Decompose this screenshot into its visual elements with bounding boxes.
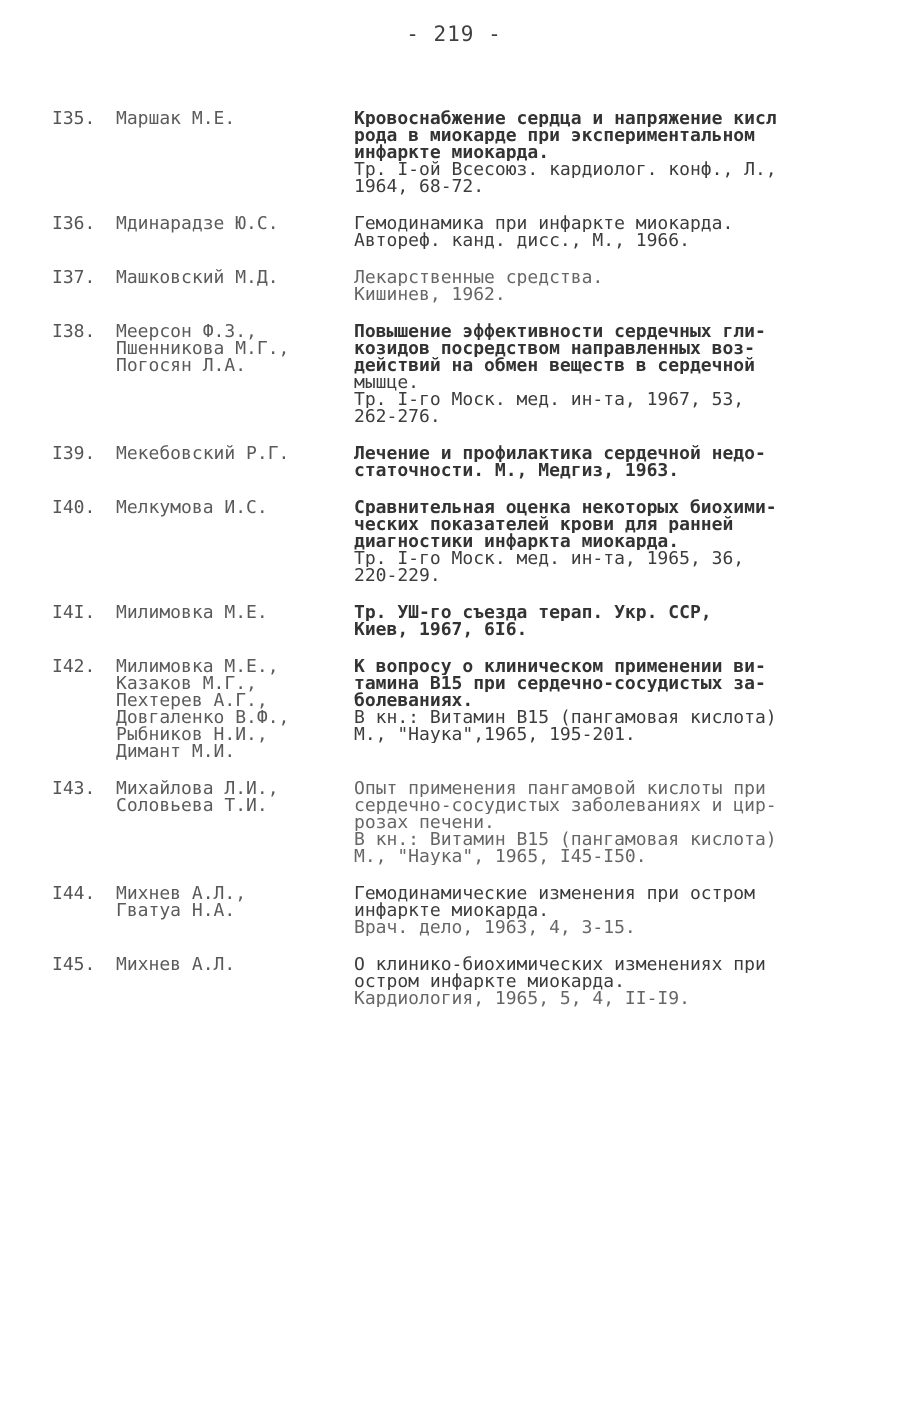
citation-line: статочности. М., Медгиз, 1963.: [354, 462, 680, 479]
entry-number: I40.: [52, 497, 96, 518]
bibliography-entry: [52, 885, 872, 936]
author-name: Погосян Л.А.: [116, 355, 247, 376]
entry-number: I37.: [52, 267, 96, 288]
citation-line: Автореф. канд. дисс., М., 1966.: [354, 232, 690, 249]
citation-line: козидов посредством направленных воз-: [354, 340, 755, 357]
entry-authors: [116, 215, 354, 232]
entry-number: I44.: [52, 883, 96, 904]
bibliography-entry: [52, 445, 872, 479]
bibliography-entry: [52, 604, 872, 638]
entry-citation: [354, 269, 866, 303]
author-name: Машковский М.Д.: [116, 267, 279, 288]
entry-number: I36.: [52, 213, 96, 234]
citation-line: 220-229.: [354, 567, 441, 584]
entry-authors: [116, 885, 354, 919]
author-name: Пехтерев А.Г.,: [116, 690, 268, 711]
entry-number: I35.: [52, 108, 96, 129]
entry-authors: [116, 658, 354, 760]
bibliography-list: [52, 110, 872, 1027]
citation-line: М., "Наука", 1965, I45-I50.: [354, 848, 647, 865]
citation-line: Кровоснабжение сердца и напряжение кисл: [354, 110, 777, 127]
entry-authors: [116, 269, 354, 286]
citation-line: О клинико-биохимических изменениях при: [354, 956, 766, 973]
author-name: Димант М.И.: [116, 741, 236, 762]
entry-citation: [354, 499, 866, 584]
entry-number: I4I.: [52, 602, 96, 623]
entry-citation: [354, 885, 866, 936]
author-name: Маршак М.Е.: [116, 108, 236, 129]
entry-number: I38.: [52, 321, 96, 342]
entry-authors: [116, 956, 354, 973]
author-name: Пшенникова М.Г.,: [116, 338, 290, 359]
citation-line: В кн.: Витамин В15 (пангамовая кислота): [354, 709, 777, 726]
author-name: Михнев А.Л.,: [116, 883, 247, 904]
citation-line: остром инфаркте миокарда.: [354, 973, 625, 990]
citation-line: мышце.: [354, 374, 420, 391]
citation-line: Гемодинамические изменения при остром: [354, 885, 755, 902]
entry-number: I42.: [52, 656, 96, 677]
author-name: Мекебовский Р.Г.: [116, 443, 290, 464]
author-name: Мдинарадзе Ю.С.: [116, 213, 279, 234]
bibliography-entry: [52, 110, 872, 195]
citation-line: ческих показателей крови для ранней: [354, 516, 734, 533]
entry-citation: [354, 110, 866, 195]
citation-line: Тр. УШ-го съезда терап. Укр. ССР,: [354, 604, 712, 621]
citation-line: диагностики инфаркта миокарда.: [354, 533, 680, 550]
entry-authors: [116, 604, 354, 621]
author-name: Михнев А.Л.: [116, 954, 236, 975]
citation-line: Лечение и профилактика сердечной недо-: [354, 445, 766, 462]
citation-line: Тр. I-го Моск. мед. ин-та, 1967, 53,: [354, 391, 745, 408]
citation-line: Лекарственные средства.: [354, 269, 604, 286]
entry-citation: [354, 604, 866, 638]
citation-line: инфаркте миокарда.: [354, 144, 550, 161]
citation-line: инфаркте миокарда.: [354, 902, 550, 919]
entry-authors: [116, 110, 354, 127]
bibliography-entry: [52, 215, 872, 249]
bibliography-entry: [52, 269, 872, 303]
citation-line: розах печени.: [354, 814, 495, 831]
page-number: - 219 -: [406, 22, 502, 46]
entry-authors: [116, 499, 354, 516]
citation-line: 262-276.: [354, 408, 441, 425]
author-name: Милимовка М.Е.: [116, 602, 268, 623]
author-name: Гватуа Н.А.: [116, 900, 236, 921]
entry-citation: [354, 215, 866, 249]
citation-line: В кн.: Витамин В15 (пангамовая кислота): [354, 831, 777, 848]
author-name: Соловьева Т.И.: [116, 795, 268, 816]
citation-line: Кишинев, 1962.: [354, 286, 506, 303]
citation-line: Кардиология, 1965, 5, 4, II-I9.: [354, 990, 690, 1007]
citation-line: сердечно-сосудистых заболеваниях и цир-: [354, 797, 777, 814]
author-name: Рыбников Н.И.,: [116, 724, 268, 745]
author-name: Мелкумова И.С.: [116, 497, 268, 518]
citation-line: Киев, 1967, 6I6.: [354, 621, 528, 638]
citation-line: Врач. дело, 1963, 4, 3-15.: [354, 919, 636, 936]
author-name: Довгаленко В.Ф.,: [116, 707, 290, 728]
bibliography-entry: [52, 658, 872, 760]
citation-line: Тр. I-го Моск. мед. ин-та, 1965, 36,: [354, 550, 745, 567]
citation-line: действий на обмен веществ в сердечной: [354, 357, 755, 374]
author-name: Милимовка М.Е.,: [116, 656, 279, 677]
entry-citation: [354, 445, 866, 479]
entry-authors: [116, 780, 354, 814]
bibliography-entry: [52, 780, 872, 865]
author-name: Меерсон Ф.З.,: [116, 321, 257, 342]
citation-line: рода в миокарде при экспериментальном: [354, 127, 755, 144]
citation-line: 1964, 68-72.: [354, 178, 485, 195]
author-name: Казаков М.Г.,: [116, 673, 257, 694]
entry-authors: [116, 323, 354, 374]
entry-number: I45.: [52, 954, 96, 975]
entry-number: I43.: [52, 778, 96, 799]
bibliography-entry: [52, 323, 872, 425]
entry-number: I39.: [52, 443, 96, 464]
citation-line: Гемодинамика при инфаркте миокарда.: [354, 215, 734, 232]
author-name: Михайлова Л.И.,: [116, 778, 279, 799]
citation-line: Сравнительная оценка некоторых биохими-: [354, 499, 777, 516]
citation-line: М., "Наука",1965, 195-201.: [354, 726, 636, 743]
citation-line: Тр. I-ой Всесоюз. кардиолог. конф., Л.,: [354, 161, 777, 178]
citation-line: болеваниях.: [354, 692, 474, 709]
entry-citation: [354, 780, 866, 865]
citation-line: тамина В15 при сердечно-сосудистых за-: [354, 675, 766, 692]
entry-authors: [116, 445, 354, 462]
citation-line: Опыт применения пангамовой кислоты при: [354, 780, 766, 797]
citation-line: Повышение эффективности сердечных гли-: [354, 323, 766, 340]
bibliography-entry: [52, 499, 872, 584]
citation-line: К вопросу о клиническом применении ви-: [354, 658, 766, 675]
entry-citation: [354, 956, 866, 1007]
entry-citation: [354, 323, 866, 425]
entry-citation: [354, 658, 866, 743]
bibliography-entry: [52, 956, 872, 1007]
